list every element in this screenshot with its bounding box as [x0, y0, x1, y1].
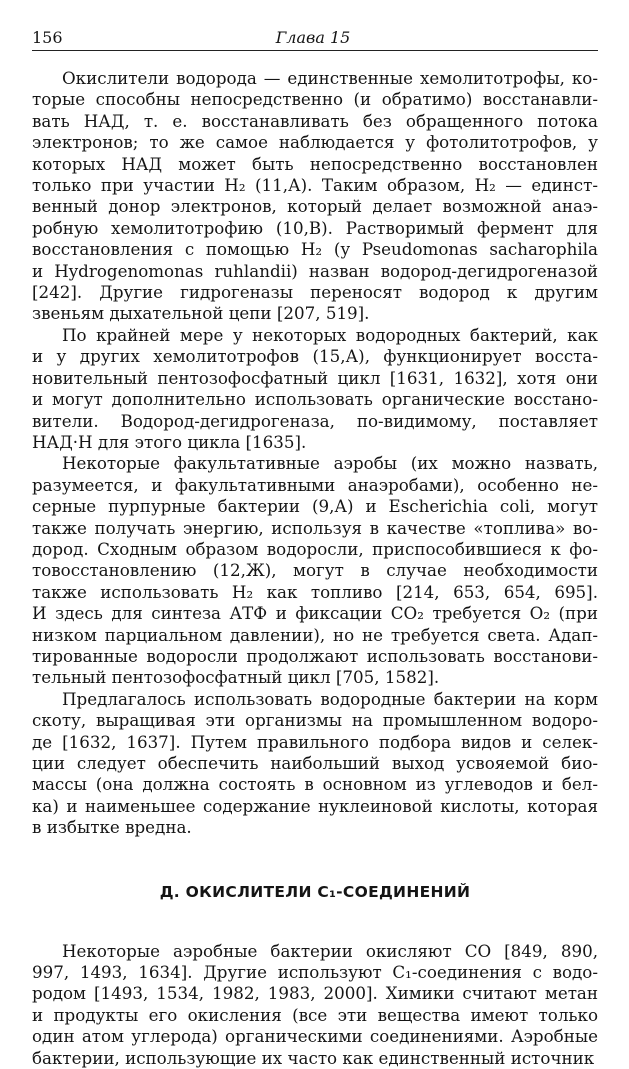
text-line: и продукты его окисления (все эти вещества имеют только	[32, 1004, 598, 1025]
text-line: новительный пентозофосфатный цикл [1631, 1632], хотя они	[32, 367, 598, 388]
paragraph	[32, 453, 598, 688]
paragraph	[32, 325, 598, 453]
text-line: и Hydrogenomonas ruhlandii) назван водород-дегидрогеназой	[32, 260, 598, 281]
paragraph	[32, 689, 598, 839]
text-line: только при участии H₂ (11,А). Таким образом, H₂ — единст-	[32, 175, 598, 196]
text-line: также использовать H₂ как топливо [214, 653, 654, 695].	[32, 581, 598, 602]
text-line: де [1632, 1637]. Путем правильного подбора видов и селек-	[32, 731, 598, 752]
text-line: Окислители водорода — единственные хемолитотрофы, ко-	[62, 68, 598, 88]
text-line: Некоторые факультативные аэробы (их можно назвать,	[62, 453, 598, 474]
text-line: электронов; то же самое наблюдается у фотолитотрофов, у	[32, 132, 598, 153]
page-header	[32, 26, 594, 50]
text-line: которых НАД может быть непосредственно восстановлен	[32, 153, 598, 174]
header-rule	[32, 50, 598, 51]
text-line: По крайней мере у некоторых водородных бактерий, как	[62, 324, 598, 345]
text-line: разумеется, и факультативными анаэробами), особенно не-	[32, 474, 598, 495]
text-line: скоту, выращивая эти организмы на промышленном водоро-	[32, 710, 598, 731]
text-line: НАД·Н для этого цикла [1635].	[32, 431, 307, 452]
text-line: дород. Сходным образом водоросли, приспособившиеся к фо-	[32, 538, 598, 559]
text-line: тельный пентозофосфатный цикл [705, 1582].	[32, 667, 440, 688]
text-line: 997, 1493, 1634]. Другие используют C₁-соединения с водо-	[32, 962, 598, 983]
section-heading: Д. ОКИСЛИТЕЛИ C₁-СОЕДИНЕНИЙ	[159, 882, 471, 901]
text-line: и могут дополнительно использовать органические восстано-	[32, 389, 598, 410]
page-number: 156	[32, 28, 63, 47]
running-head: Глава 15	[275, 28, 351, 47]
text-line: венный донор электронов, который делает возможной анаэ-	[32, 196, 598, 217]
text-line: серные пурпурные бактерии (9,А) и Escherichia coli, могут	[32, 496, 598, 517]
text-line: вать НАД, т. е. восстанавливать без обращенного потока	[32, 110, 598, 131]
text-line: [242]. Другие гидрогеназы переносят водород к другим	[32, 282, 598, 303]
text-line: ции следует обеспечить наибольший выход усвояемой био-	[32, 753, 598, 773]
paragraph	[32, 941, 598, 1069]
text-line: родом [1493, 1534, 1982, 1983, 2000]. Химики считают метан	[32, 983, 598, 1004]
text-line: И здесь для синтеза АТФ и фиксации CO₂ требуется O₂ (при	[32, 603, 598, 624]
text-line: и у других хемолитотрофов (15,А), функционирует восста-	[32, 346, 598, 367]
text-line: также получать энергию, используя в качестве «топлива» во-	[32, 517, 598, 538]
section-before	[32, 68, 598, 839]
text-line: массы (она должна состоять в основном из углеводов и бел-	[32, 774, 598, 795]
text-line: ка) и наименьшее содержание нуклеиновой кислоты, которая	[32, 795, 598, 816]
text-line: торые способны непосредственно (и обратимо) восстанавли-	[32, 89, 598, 110]
text-line: тированные водоросли продолжают использовать восстанови-	[32, 645, 598, 666]
text-line: Некоторые аэробные бактерии окисляют CO [849, 890,	[62, 940, 598, 961]
text-line: низком парциальном давлении), но не требуется света. Адап-	[32, 624, 598, 645]
text-line: робную хемолитотрофию (10,В). Растворимый фермент для	[32, 217, 598, 238]
section-after	[32, 941, 598, 1069]
text-line: один атом углерода) органическими соединениями. Аэробные	[32, 1026, 598, 1047]
text-line: звеньям дыхательной цепи [207, 519].	[32, 303, 370, 324]
text-line: товосстановлению (12,Ж), могут в случае необходимости	[32, 560, 598, 581]
text-line: бактерии, использующие их часто как единственный источник	[32, 1047, 595, 1068]
text-line: Предлагалось использовать водородные бактерии на корм	[62, 688, 598, 709]
text-line: в избытке вредна.	[32, 817, 192, 838]
paragraph	[32, 68, 598, 325]
text-line: вители. Водород-дегидрогеназа, по-видимому, поставляет	[32, 410, 598, 431]
text-line: восстановления с помощью H₂ (у Pseudomonas sacharophila	[32, 239, 598, 260]
body-text	[32, 68, 598, 1069]
